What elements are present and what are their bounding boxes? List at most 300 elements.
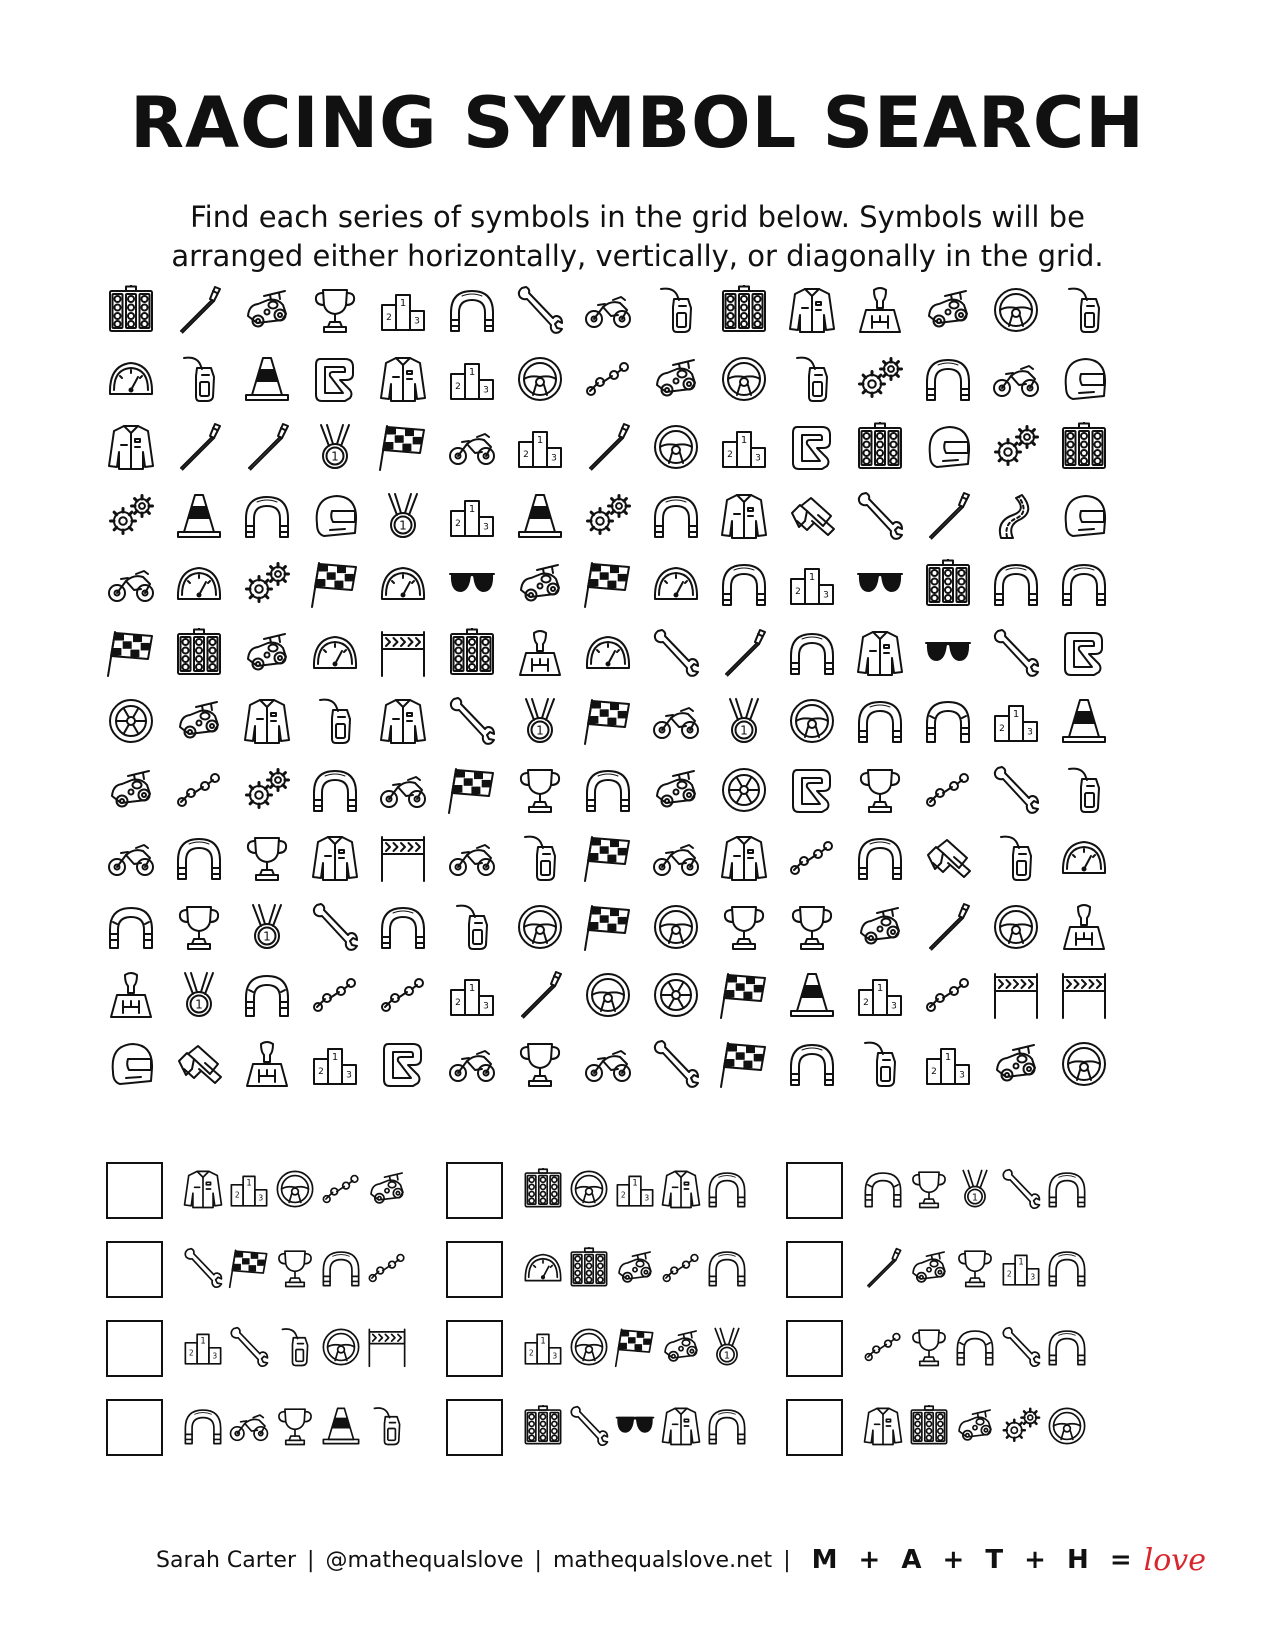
start-arch-icon bbox=[651, 491, 701, 541]
symbol-grid bbox=[106, 285, 1156, 1140]
wrench-icon bbox=[182, 1247, 224, 1289]
race-track-icon bbox=[378, 1039, 428, 1089]
instructions-line-2: arranged either horizontally, vertically, or diagonally in the grid. bbox=[171, 239, 1104, 273]
traffic-light-icon bbox=[174, 628, 224, 678]
steering-wheel-icon bbox=[787, 696, 837, 746]
clue-checkbox[interactable] bbox=[106, 1399, 163, 1456]
svg-text:2: 2 bbox=[386, 313, 392, 323]
trophy-icon bbox=[954, 1247, 996, 1289]
clue-checkbox[interactable] bbox=[446, 1241, 503, 1298]
checkered-flag-icon bbox=[228, 1247, 270, 1289]
svg-text:2: 2 bbox=[318, 1067, 324, 1077]
chain-icon bbox=[583, 354, 633, 404]
trophy-icon bbox=[515, 765, 565, 815]
fuel-nozzle-icon bbox=[174, 354, 224, 404]
podium-icon bbox=[310, 1039, 360, 1089]
motorcycle-icon bbox=[651, 833, 701, 883]
trophy-icon bbox=[274, 1247, 316, 1289]
clue-checkbox[interactable] bbox=[106, 1241, 163, 1298]
traffic-cone-icon bbox=[787, 970, 837, 1020]
motorcycle-icon bbox=[378, 765, 428, 815]
clue-checkbox[interactable] bbox=[446, 1320, 503, 1377]
race-track-icon bbox=[787, 765, 837, 815]
race-car-icon bbox=[106, 765, 156, 815]
race-car-icon bbox=[242, 285, 292, 335]
motorcycle-icon bbox=[106, 833, 156, 883]
screwdriver-icon bbox=[923, 902, 973, 952]
steering-wheel-icon bbox=[515, 902, 565, 952]
speedometer-icon bbox=[106, 354, 156, 404]
traffic-light-icon bbox=[908, 1405, 950, 1447]
start-arch-icon bbox=[855, 696, 905, 746]
traffic-cone-icon bbox=[174, 491, 224, 541]
svg-text:2: 2 bbox=[1006, 1269, 1012, 1279]
finish-arch-icon bbox=[242, 970, 292, 1020]
chain-icon bbox=[660, 1247, 702, 1289]
svg-text:1: 1 bbox=[200, 1335, 206, 1346]
math-equals-logo: M + A + T + H = bbox=[811, 1545, 1138, 1575]
gear-shifter-icon bbox=[242, 1039, 292, 1089]
race-track-icon bbox=[787, 422, 837, 472]
svg-text:1: 1 bbox=[540, 1335, 546, 1346]
chain-icon bbox=[923, 765, 973, 815]
clue-checkbox[interactable] bbox=[106, 1162, 163, 1219]
chain-icon bbox=[320, 1168, 362, 1210]
wrench-icon bbox=[855, 491, 905, 541]
medal-icon bbox=[706, 1326, 748, 1368]
website-link[interactable]: mathequalslove.net bbox=[552, 1547, 773, 1573]
wheel-icon bbox=[651, 970, 701, 1020]
trophy-icon bbox=[855, 765, 905, 815]
steering-wheel-icon bbox=[274, 1168, 316, 1210]
speedometer-icon bbox=[378, 559, 428, 609]
wrench-icon bbox=[1000, 1168, 1042, 1210]
svg-text:3: 3 bbox=[346, 1070, 352, 1081]
medal-icon bbox=[719, 696, 769, 746]
svg-text:1: 1 bbox=[723, 1350, 731, 1362]
trophy-icon bbox=[908, 1168, 950, 1210]
svg-text:1: 1 bbox=[195, 997, 203, 1012]
steering-wheel-icon bbox=[651, 902, 701, 952]
screwdriver-icon bbox=[174, 285, 224, 335]
fuel-nozzle-icon bbox=[274, 1326, 316, 1368]
wrench-icon bbox=[515, 285, 565, 335]
svg-text:3: 3 bbox=[258, 1193, 264, 1203]
podium-icon bbox=[182, 1326, 224, 1368]
svg-text:1: 1 bbox=[263, 929, 271, 944]
podium-icon bbox=[522, 1326, 564, 1368]
svg-text:1: 1 bbox=[468, 983, 476, 994]
gloves-icon bbox=[787, 491, 837, 541]
racing-jacket-icon bbox=[660, 1405, 702, 1447]
traffic-light-icon bbox=[855, 422, 905, 472]
steering-wheel-icon bbox=[568, 1168, 610, 1210]
podium-icon bbox=[923, 1039, 973, 1089]
speedometer-icon bbox=[583, 628, 633, 678]
race-car-icon bbox=[515, 559, 565, 609]
sunglasses-icon bbox=[923, 628, 973, 678]
wheel-icon bbox=[106, 696, 156, 746]
motorcycle-icon bbox=[583, 1039, 633, 1089]
gears-icon bbox=[106, 491, 156, 541]
start-arch-icon bbox=[242, 491, 292, 541]
podium-icon bbox=[447, 354, 497, 404]
podium-icon bbox=[719, 422, 769, 472]
svg-text:3: 3 bbox=[959, 1070, 965, 1081]
racing-jacket-icon bbox=[106, 422, 156, 472]
motorcycle-icon bbox=[447, 1039, 497, 1089]
helmet-icon bbox=[1059, 354, 1109, 404]
start-arch-icon bbox=[787, 628, 837, 678]
steering-wheel-icon bbox=[991, 902, 1041, 952]
gloves-icon bbox=[923, 833, 973, 883]
podium-icon bbox=[855, 970, 905, 1020]
checkered-flag-icon bbox=[378, 422, 428, 472]
gears-icon bbox=[855, 354, 905, 404]
fuel-nozzle-icon bbox=[310, 696, 360, 746]
race-car-icon bbox=[242, 628, 292, 678]
start-arch-icon bbox=[706, 1168, 748, 1210]
speedometer-icon bbox=[310, 628, 360, 678]
traffic-light-icon bbox=[923, 559, 973, 609]
svg-text:3: 3 bbox=[483, 1001, 489, 1012]
wheel-icon bbox=[719, 765, 769, 815]
clue-checkbox[interactable] bbox=[786, 1162, 843, 1219]
trophy-icon bbox=[310, 285, 360, 335]
racing-jacket-icon bbox=[182, 1168, 224, 1210]
traffic-light-icon bbox=[106, 285, 156, 335]
svg-text:1: 1 bbox=[1012, 709, 1020, 720]
speedometer-icon bbox=[174, 559, 224, 609]
podium-icon bbox=[378, 285, 428, 335]
svg-text:2: 2 bbox=[620, 1190, 626, 1200]
wrench-icon bbox=[310, 902, 360, 952]
screwdriver-icon bbox=[515, 970, 565, 1020]
wrench-icon bbox=[447, 696, 497, 746]
svg-text:3: 3 bbox=[483, 522, 489, 533]
screwdriver-icon bbox=[862, 1247, 904, 1289]
finish-arch-icon bbox=[923, 696, 973, 746]
instructions bbox=[0, 198, 1275, 276]
finish-arch-icon bbox=[106, 902, 156, 952]
steering-wheel-icon bbox=[568, 1326, 610, 1368]
chain-icon bbox=[862, 1326, 904, 1368]
traffic-light-icon bbox=[568, 1247, 610, 1289]
start-arch-icon bbox=[706, 1405, 748, 1447]
checkered-flag-icon bbox=[583, 559, 633, 609]
svg-text:2: 2 bbox=[234, 1190, 240, 1200]
checkered-flag-icon bbox=[106, 628, 156, 678]
clue-checkbox[interactable] bbox=[446, 1162, 503, 1219]
checkered-flag-icon bbox=[719, 1039, 769, 1089]
svg-text:1: 1 bbox=[944, 1052, 952, 1063]
traffic-light-icon bbox=[719, 285, 769, 335]
svg-text:1: 1 bbox=[971, 1192, 979, 1204]
start-arch-icon bbox=[174, 833, 224, 883]
checkered-flag-icon bbox=[719, 970, 769, 1020]
svg-text:3: 3 bbox=[891, 1001, 897, 1012]
svg-text:1: 1 bbox=[468, 504, 476, 515]
start-arch-icon bbox=[310, 765, 360, 815]
trophy-icon bbox=[787, 902, 837, 952]
race-car-icon bbox=[651, 354, 701, 404]
clue-checkbox[interactable] bbox=[786, 1399, 843, 1456]
helmet-icon bbox=[106, 1039, 156, 1089]
start-arch-icon bbox=[719, 559, 769, 609]
traffic-cone-icon bbox=[1059, 696, 1109, 746]
svg-text:2: 2 bbox=[795, 587, 801, 597]
checkered-flag-icon bbox=[310, 559, 360, 609]
sunglasses-icon bbox=[447, 559, 497, 609]
traffic-light-icon bbox=[1059, 422, 1109, 472]
checkered-flag-icon bbox=[583, 902, 633, 952]
clue-checkbox[interactable] bbox=[786, 1241, 843, 1298]
racing-jacket-icon bbox=[378, 354, 428, 404]
screwdriver-icon bbox=[719, 628, 769, 678]
gears-icon bbox=[1000, 1405, 1042, 1447]
podium-icon bbox=[447, 970, 497, 1020]
speedometer-icon bbox=[1059, 833, 1109, 883]
steering-wheel-icon bbox=[719, 354, 769, 404]
chain-icon bbox=[923, 970, 973, 1020]
svg-text:3: 3 bbox=[212, 1351, 218, 1361]
finish-arch-icon bbox=[862, 1168, 904, 1210]
racing-jacket-icon bbox=[378, 696, 428, 746]
speedometer-icon bbox=[651, 559, 701, 609]
svg-text:3: 3 bbox=[552, 1351, 558, 1361]
start-arch-icon bbox=[991, 559, 1041, 609]
helmet-icon bbox=[923, 422, 973, 472]
start-arch-icon bbox=[447, 285, 497, 335]
wrench-icon bbox=[228, 1326, 270, 1368]
clue-checkbox[interactable] bbox=[786, 1320, 843, 1377]
start-arch-icon bbox=[706, 1247, 748, 1289]
racing-jacket-icon bbox=[310, 833, 360, 883]
podium-icon bbox=[991, 696, 1041, 746]
svg-text:3: 3 bbox=[551, 453, 557, 464]
svg-text:1: 1 bbox=[246, 1177, 252, 1188]
start-arch-icon bbox=[787, 1039, 837, 1089]
svg-text:3: 3 bbox=[483, 385, 489, 396]
racing-jacket-icon bbox=[719, 833, 769, 883]
start-arch-icon bbox=[1059, 559, 1109, 609]
gears-icon bbox=[242, 765, 292, 815]
racing-jacket-icon bbox=[660, 1168, 702, 1210]
svg-text:3: 3 bbox=[1030, 1272, 1036, 1282]
steering-wheel-icon bbox=[583, 970, 633, 1020]
start-arch-icon bbox=[320, 1247, 362, 1289]
start-arch-icon bbox=[1046, 1168, 1088, 1210]
chain-icon bbox=[310, 970, 360, 1020]
racing-jacket-icon bbox=[855, 628, 905, 678]
wrench-icon bbox=[651, 628, 701, 678]
chain-icon bbox=[174, 765, 224, 815]
checkered-flag-icon bbox=[583, 696, 633, 746]
wrench-icon bbox=[651, 1039, 701, 1089]
steering-wheel-icon bbox=[651, 422, 701, 472]
motorcycle-icon bbox=[991, 354, 1041, 404]
fuel-nozzle-icon bbox=[651, 285, 701, 335]
fuel-nozzle-icon bbox=[366, 1405, 408, 1447]
gear-shifter-icon bbox=[106, 970, 156, 1020]
podium-icon bbox=[787, 559, 837, 609]
start-arch-icon bbox=[378, 902, 428, 952]
motorcycle-icon bbox=[447, 422, 497, 472]
race-car-icon bbox=[174, 696, 224, 746]
checkered-flag-icon bbox=[447, 765, 497, 815]
trophy-icon bbox=[719, 902, 769, 952]
svg-text:3: 3 bbox=[823, 590, 829, 601]
steering-wheel-icon bbox=[991, 285, 1041, 335]
gears-icon bbox=[991, 422, 1041, 472]
fuel-nozzle-icon bbox=[515, 833, 565, 883]
start-arch-icon bbox=[855, 833, 905, 883]
gears-icon bbox=[242, 559, 292, 609]
medal-icon bbox=[954, 1168, 996, 1210]
svg-text:1: 1 bbox=[331, 449, 339, 464]
svg-text:1: 1 bbox=[399, 518, 407, 533]
svg-text:2: 2 bbox=[931, 1067, 937, 1077]
footer bbox=[156, 1538, 1206, 1582]
fuel-nozzle-icon bbox=[447, 902, 497, 952]
fuel-nozzle-icon bbox=[1059, 285, 1109, 335]
steering-wheel-icon bbox=[1046, 1405, 1088, 1447]
race-car-icon bbox=[908, 1247, 950, 1289]
race-car-icon bbox=[855, 902, 905, 952]
medal-icon bbox=[242, 902, 292, 952]
finish-banner-icon bbox=[378, 628, 428, 678]
screwdriver-icon bbox=[923, 491, 973, 541]
gear-shifter-icon bbox=[515, 628, 565, 678]
steering-wheel-icon bbox=[1059, 1039, 1109, 1089]
svg-text:1: 1 bbox=[740, 723, 748, 738]
finish-arch-icon bbox=[954, 1326, 996, 1368]
steering-wheel-icon bbox=[515, 354, 565, 404]
wrench-icon bbox=[568, 1405, 610, 1447]
chain-icon bbox=[366, 1247, 408, 1289]
social-handle[interactable]: @mathequalslove bbox=[325, 1547, 524, 1573]
start-arch-icon bbox=[583, 765, 633, 815]
speedometer-icon bbox=[522, 1247, 564, 1289]
helmet-icon bbox=[310, 491, 360, 541]
race-car-icon bbox=[991, 1039, 1041, 1089]
start-arch-icon bbox=[1046, 1247, 1088, 1289]
svg-text:3: 3 bbox=[644, 1193, 650, 1203]
screwdriver-icon bbox=[242, 422, 292, 472]
finish-banner-icon bbox=[366, 1326, 408, 1368]
podium-icon bbox=[447, 491, 497, 541]
winding-road-icon bbox=[991, 491, 1041, 541]
svg-text:2: 2 bbox=[528, 1348, 534, 1358]
finish-banner-icon bbox=[991, 970, 1041, 1020]
sunglasses-icon bbox=[614, 1405, 656, 1447]
svg-text:1: 1 bbox=[536, 723, 544, 738]
steering-wheel-icon bbox=[320, 1326, 362, 1368]
svg-text:2: 2 bbox=[455, 519, 461, 529]
trophy-icon bbox=[515, 1039, 565, 1089]
podium-icon bbox=[515, 422, 565, 472]
start-arch-icon bbox=[182, 1405, 224, 1447]
race-track-icon bbox=[310, 354, 360, 404]
chain-icon bbox=[378, 970, 428, 1020]
svg-text:2: 2 bbox=[188, 1348, 194, 1358]
svg-text:1: 1 bbox=[331, 1052, 339, 1063]
svg-text:2: 2 bbox=[455, 998, 461, 1008]
traffic-light-icon bbox=[447, 628, 497, 678]
racing-jacket-icon bbox=[862, 1405, 904, 1447]
clue-checkbox[interactable] bbox=[106, 1320, 163, 1377]
trophy-icon bbox=[174, 902, 224, 952]
racing-jacket-icon bbox=[787, 285, 837, 335]
svg-text:3: 3 bbox=[1027, 727, 1033, 738]
traffic-light-icon bbox=[522, 1405, 564, 1447]
fuel-nozzle-icon bbox=[991, 833, 1041, 883]
svg-text:3: 3 bbox=[414, 316, 420, 327]
gears-icon bbox=[583, 491, 633, 541]
fuel-nozzle-icon bbox=[787, 354, 837, 404]
gloves-icon bbox=[174, 1039, 224, 1089]
helmet-icon bbox=[1059, 491, 1109, 541]
instructions-line-1: Find each series of symbols in the grid below. Symbols will be bbox=[190, 200, 1085, 234]
finish-banner-icon bbox=[1059, 970, 1109, 1020]
finish-banner-icon bbox=[378, 833, 428, 883]
race-car-icon bbox=[651, 765, 701, 815]
svg-text:1: 1 bbox=[740, 435, 748, 446]
race-car-icon bbox=[954, 1405, 996, 1447]
screwdriver-icon bbox=[174, 422, 224, 472]
race-car-icon bbox=[923, 285, 973, 335]
fuel-nozzle-icon bbox=[855, 1039, 905, 1089]
medal-icon bbox=[378, 491, 428, 541]
medal-icon bbox=[310, 422, 360, 472]
gear-shifter-icon bbox=[855, 285, 905, 335]
motorcycle-icon bbox=[447, 833, 497, 883]
clue-checkbox[interactable] bbox=[446, 1399, 503, 1456]
svg-text:2: 2 bbox=[523, 450, 529, 460]
trophy-icon bbox=[908, 1326, 950, 1368]
clue-list bbox=[106, 1177, 1206, 1550]
svg-text:1: 1 bbox=[468, 367, 476, 378]
podium-icon bbox=[614, 1168, 656, 1210]
checkered-flag-icon bbox=[614, 1326, 656, 1368]
podium-icon bbox=[1000, 1247, 1042, 1289]
svg-text:1: 1 bbox=[536, 435, 544, 446]
wrench-icon bbox=[991, 765, 1041, 815]
svg-text:1: 1 bbox=[808, 572, 816, 583]
screwdriver-icon bbox=[583, 422, 633, 472]
traffic-cone-icon bbox=[515, 491, 565, 541]
sunglasses-icon bbox=[855, 559, 905, 609]
start-arch-icon bbox=[1046, 1326, 1088, 1368]
chain-icon bbox=[787, 833, 837, 883]
separator: | bbox=[307, 1547, 315, 1573]
svg-text:2: 2 bbox=[727, 450, 733, 460]
page-title: RACING SYMBOL SEARCH bbox=[130, 82, 1145, 164]
svg-text:1: 1 bbox=[632, 1177, 638, 1188]
separator: | bbox=[534, 1547, 542, 1573]
racing-jacket-icon bbox=[719, 491, 769, 541]
motorcycle-icon bbox=[106, 559, 156, 609]
trophy-icon bbox=[274, 1405, 316, 1447]
separator: | bbox=[783, 1547, 791, 1573]
race-track-icon bbox=[1059, 628, 1109, 678]
medal-icon bbox=[515, 696, 565, 746]
trophy-icon bbox=[242, 833, 292, 883]
author-name: Sarah Carter bbox=[156, 1547, 297, 1573]
svg-text:2: 2 bbox=[863, 998, 869, 1008]
svg-text:3: 3 bbox=[755, 453, 761, 464]
motorcycle-icon bbox=[228, 1405, 270, 1447]
